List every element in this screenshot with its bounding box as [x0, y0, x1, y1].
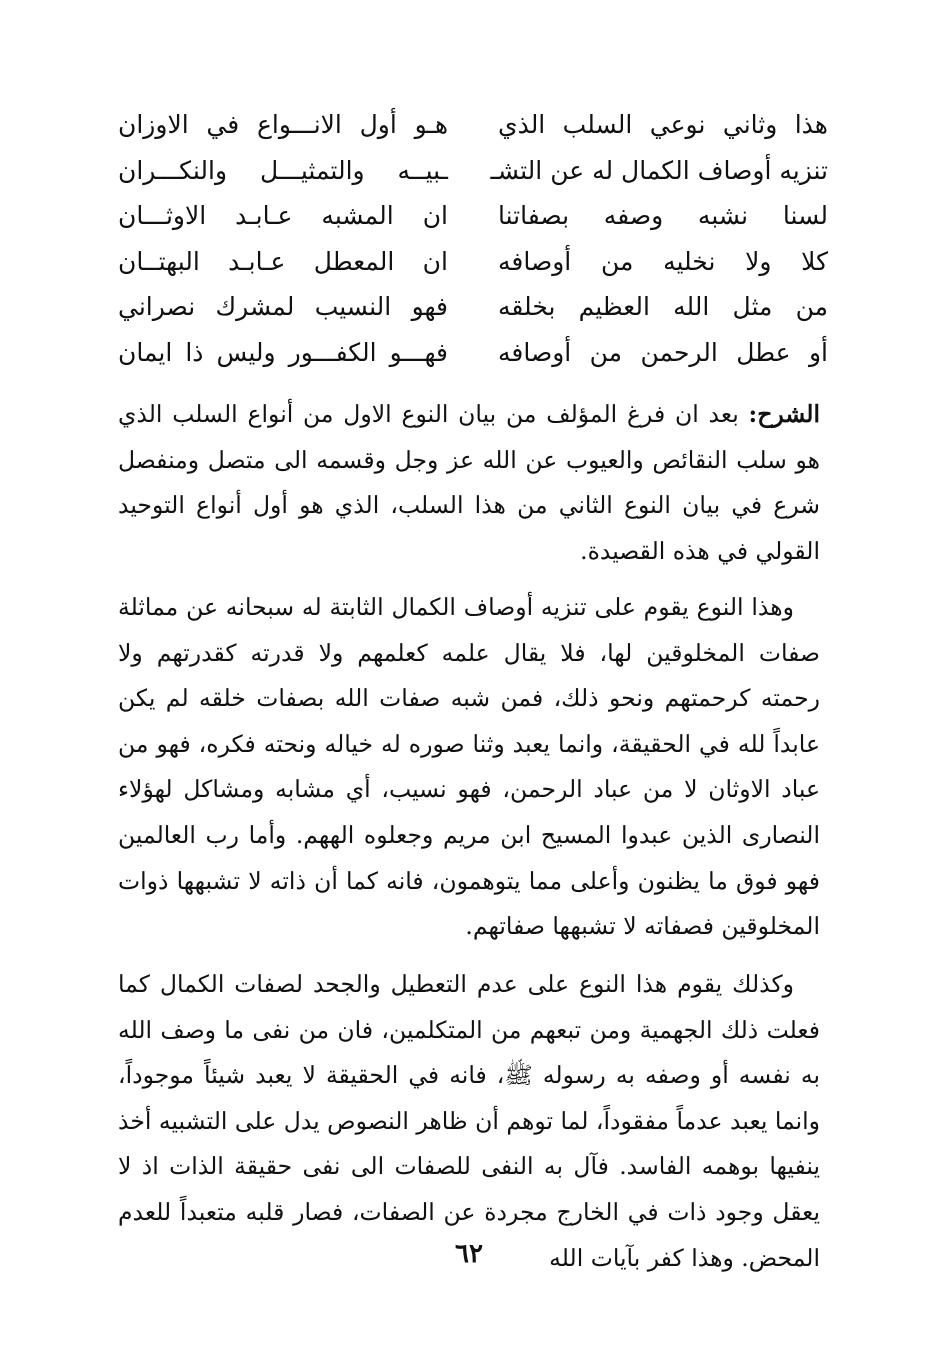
poem-hemistich-right: أو عطل الرحمن من أوصافه: [498, 337, 828, 367]
poem-hemistich-left: ان المعطل عـابـد البهتــان: [118, 246, 448, 276]
sharh-text: بعد ان فرغ المؤلف من بيان النوع الاول من أنواع السلب الذي هو سلب النقائص والعيوب عن الله عز وجل وقسمه الى متصل ومنفصل شرع في بيان النوع الثاني من هذا السلب، الذي هو أول أنواع التوحيد القولي في هذه القصيدة.: [118, 400, 820, 565]
sharh-text-block: [118, 392, 820, 574]
poem-line: [118, 148, 828, 194]
poem-line: [118, 330, 828, 376]
poem-hemistich-right: كلا ولا نخليه من أوصافه: [498, 246, 828, 276]
paragraph-text: وكذلك يقوم هذا النوع على عدم التعطيل والجحد لصفات الكمال كما فعلت ذلك الجهمية ومن تبعهم من المتكلمين، فان من نفى ما وصف الله به نفسه أو وصفه به رسوله ﷺ، فانه في الحقيقة لا يعبد شيئاً موجوداً، وانما يعبد عدماً مفقوداً، لما توهم أن ظاهر النصوص يدل على التشبيه أخذ ينفيها بوهمه الفاسد. فآل به النفى للصفات الى نفى حقيقة الذات اذ لا يعقل وجود ذات في الخارج مجردة عن الصفات، فصار قلبه متعبداً للعدم المحض. وهذا كفر بآيات الله: [118, 970, 820, 1272]
poem-hemistich-right: هذا وثاني نوعي السلب الذي: [498, 110, 828, 140]
poem-hemistich-left: ان المشبه عـابـد الاوثـــان: [118, 201, 448, 231]
poem-line: [118, 284, 828, 330]
paragraph-text: وهذا النوع يقوم على تنزيه أوصاف الكمال الثابتة له سبحانه عن مماثلة صفات المخلوقين لها، فلا يقال علمه كعلمهم ولا قدرته كقدرتهم ولا رحمته كرحمتهم ونحو ذلك، فمن شبه صفات الله بصفات خلقه لم يكن عابداً لله في الحقيقة، وانما يعبد وثنا صوره له خياله ونحته فكره، فهو من عباد الاوثان لا من عباد الرحمن، فهو نسيب، أي مشابه ومشاكل لهؤلاء النصارى الذين عبدوا المسيح ابن مريم وجعلوه الههم. وأما رب العالمين فهو فوق ما يظنون وأعلى مما يتوهمون، فانه كما أن ذاته لا تشبهها ذوات المخلوقين فصفاته لا تشبهها صفاتهم.: [118, 593, 820, 941]
poem-hemistich-right: من مثل الله العظيم بخلقه: [498, 292, 828, 322]
poem-hemistich-left: ـبيــه والتمثيـــل والنكـــران: [118, 155, 448, 185]
poem-hemistich-left: فهو النسيب لمشرك نصراني: [118, 292, 448, 322]
poem-line: [118, 239, 828, 285]
body-paragraph-3: [118, 962, 820, 1281]
body-paragraph-2: [118, 585, 820, 950]
poem-line: [118, 102, 828, 148]
poem-hemistich-right: لسنا نشبه وصفه بصفاتنا: [498, 201, 828, 231]
poem-hemistich-right: تنزيه أوصاف الكمال له عن التشـ: [490, 155, 828, 185]
poem-hemistich-left: هـو أول الانـــواع في الاوزان: [118, 110, 448, 140]
sharh-label: الشرح:: [748, 400, 820, 428]
poem-hemistich-left: فهـــو الكفـــور وليس ذا ايمان: [118, 337, 448, 367]
poem-block: [118, 102, 828, 375]
poem-line: [118, 193, 828, 239]
page-number: ٦٢: [455, 1239, 483, 1269]
sharh-paragraph: [118, 392, 820, 574]
